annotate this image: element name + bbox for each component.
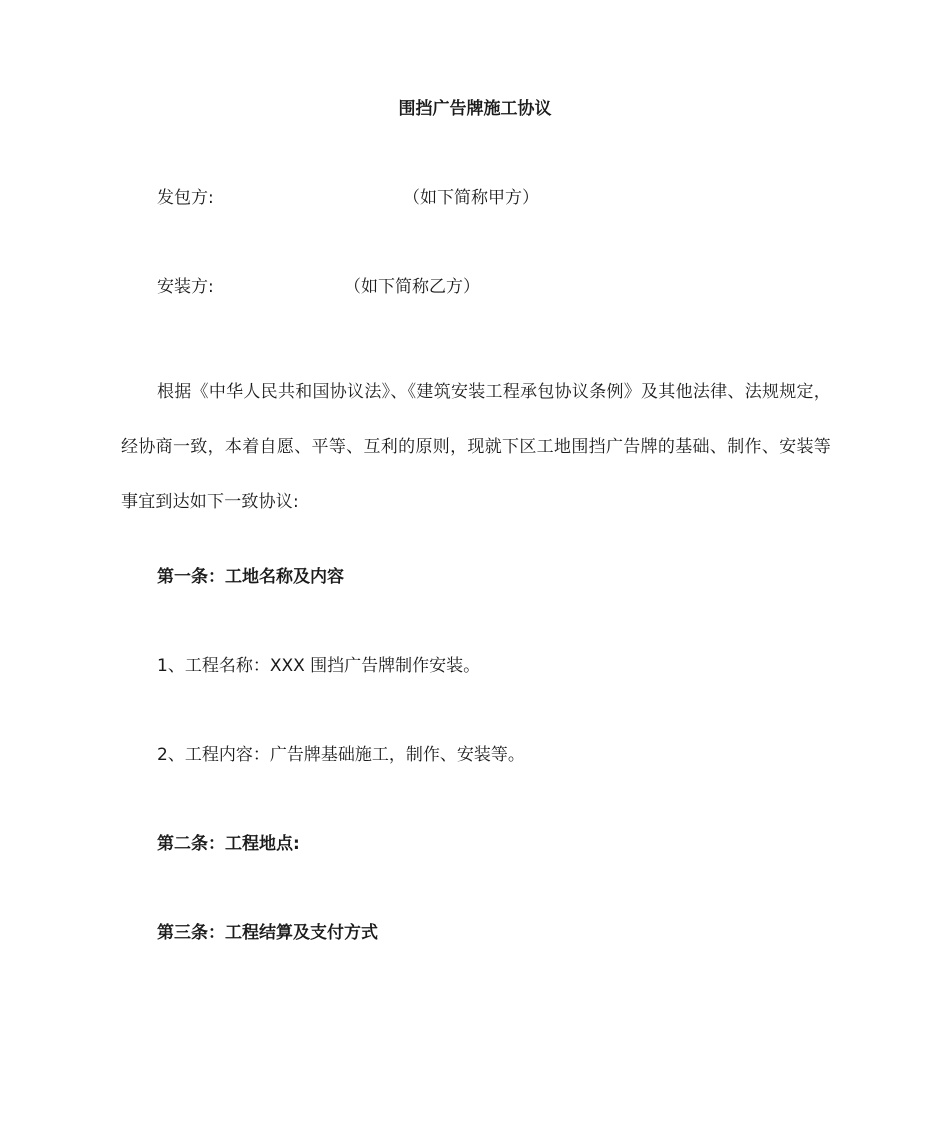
party-b-note: （如下简称乙方） bbox=[344, 277, 480, 297]
document-title: 围挡广告牌施工协议 bbox=[398, 99, 552, 119]
article1-item1: 1、工程名称：XXX 围挡广告牌制作安装。 bbox=[157, 656, 481, 676]
preamble-paragraph: 根据《中华人民共和国协议法》、《建筑安装工程承包协议条例》及其他法律、法规规定，经协商一致，本着自愿、平等、互利的原则，现就下区工地围挡广告牌的基础、制作、安装等事宜到达如下一致协议: bbox=[121, 382, 831, 512]
party-a-line bbox=[157, 186, 757, 210]
article2-heading: 第二条：工程地点: bbox=[157, 834, 300, 854]
article3-heading: 第三条：工程结算及支付方式 bbox=[157, 923, 378, 943]
article1-item2: 2、工程内容：广告牌基础施工，制作、安装等。 bbox=[157, 745, 525, 765]
party-a-label: 发包方: bbox=[157, 188, 214, 208]
party-b-label: 安装方: bbox=[157, 277, 214, 297]
party-b-line bbox=[157, 275, 757, 299]
article1-heading: 第一条：工地名称及内容 bbox=[157, 567, 344, 587]
party-a-note: （如下简称甲方） bbox=[403, 188, 539, 208]
